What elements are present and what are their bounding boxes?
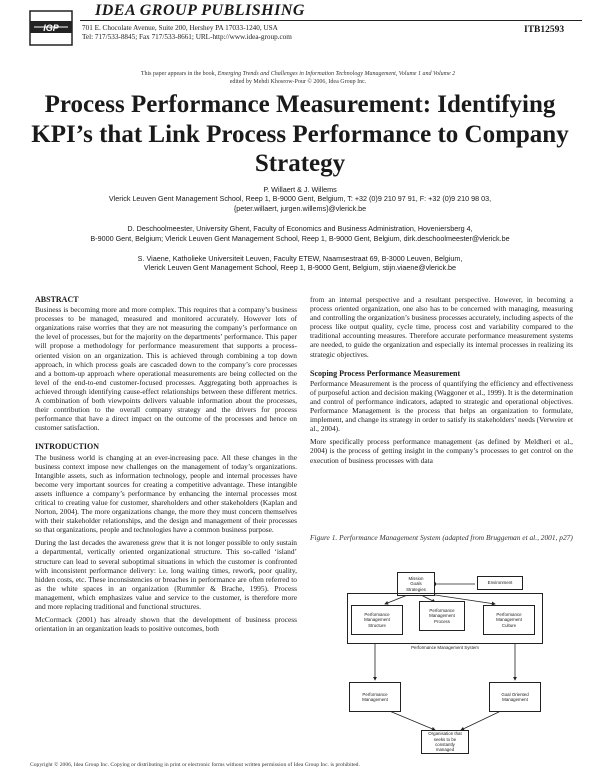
intro-paragraph-3: McCormack (2001) has already shown that the development of business process orientation in an organization leads to positive outcomes, both bbox=[35, 615, 297, 634]
publisher-address bbox=[82, 24, 292, 41]
paper-title: Process Performance Measurement: Identifying KPI’s that Link Process Performance to Company Strategy bbox=[31, 91, 569, 177]
box-label: Performance Management Process bbox=[429, 607, 455, 624]
notice-book-title: Emerging Trends and Challenges in Information Technology Management, Volume 1 and Volume 2 bbox=[217, 71, 456, 77]
scoping-paragraph-1: Performance Measurement is the process of quantifying the efficiency and effectiveness of purposeful action and decision making (Waggoner et al., 1999). It is the determination and control of performance indicators, adapted to strategic and operational objectives. Performance Management is the process that helps an organization to formulate, implement, and change its strategy in order to satisfy its stakeholders’ needs (Verweire et al., 2004). bbox=[310, 378, 573, 434]
figure-caption: Figure 1. Performance Management System (adapted from Bruggeman et al., 2001, p27) bbox=[310, 533, 573, 542]
box-pm-culture bbox=[483, 605, 535, 635]
system-label: Performance Management System bbox=[411, 645, 479, 650]
abstract-text: Business is becoming more and more complex. This requires that a company’s business processes to be managed, measured and monitored accurately. However lots of organizations raise worries that they are not measuring the company’s performance on the level of processes, but for the majority on the departments’ performance. This paper will propose a methodology for performance measurement that supports a process-oriented vision on an organization. This is achieved through combining a top down approach, in which process goals are cascaded down to the company’s core processes and a bottom-up approach where operational measurements are being collected on the level of the end-to-end customer-focused processes. Aggregating both approaches is achieved through identifying cause-effect relationships between these different metrics. A combination of both viewpoints delivers valuable information about the processes, their contribution to the overall company strategy and the drivers for process performance that have a direct impact on the outcome of the processes and hence on customer satisfaction. bbox=[35, 305, 297, 433]
address-line-1: 701 E. Chocolate Avenue, Suite 200, Hershey PA 17033-1240, USA bbox=[82, 24, 278, 32]
author-group-1 bbox=[40, 185, 560, 213]
publication-notice bbox=[48, 71, 548, 86]
performance-management-diagram bbox=[345, 572, 545, 754]
copyright-footer: Copyright © 2006, Idea Group Inc. Copying or distributing in print or electronic forms without written permission of Idea Group Inc. is prohibited. bbox=[30, 762, 360, 768]
document-id: ITB12593 bbox=[524, 25, 565, 35]
scoping-paragraph-2: More specifically process performance management (as defined by Meldheri et al., 2004) is the process of getting insight in the company’s processes to get control on the execution of business processes with data bbox=[310, 437, 573, 465]
right-column bbox=[310, 295, 573, 465]
box-label: Organisation that seeks to be constantly managed bbox=[428, 731, 462, 753]
box-goal-oriented-management bbox=[489, 682, 541, 712]
scoping-heading: Scoping Process Performance Measurement bbox=[310, 368, 461, 378]
introduction-heading: INTRODUCTION bbox=[35, 442, 100, 452]
author-names: P. Willaert & J. Willems bbox=[263, 185, 337, 194]
arrow-perf-to-org bbox=[387, 710, 435, 730]
author-affiliation-cont: B-9000 Gent, Belgium; Vlerick Leuven Gent Management School, Reep 1, B-9000 Gent, Belgium, dirk.deschoolmeester@vlerick.be bbox=[90, 233, 510, 243]
author-block bbox=[40, 185, 560, 284]
intro-paragraph-1: The business world is changing at an ever-increasing pace. All these changes in the business context impose new challenges on the management of today’s organizations. Intangible assets, such as information technology, people and internal processes have become very important sources for creating a competitive advantage. These intangible assets influence a company’s performance by enhancing the internal processes most critical to creating value for customer, shareholders and other stakeholders (Kaplan and Norton, 2004). The more organizations change, the more they must concern themselves with their stakeholder relationships, and the design and management of their processes so that organizations, people and technologies have a common business purpose. bbox=[35, 452, 297, 535]
box-pm-structure bbox=[351, 605, 403, 635]
publisher-name: IDEA GROUP PUBLISHING bbox=[95, 2, 305, 19]
box-environment bbox=[477, 576, 523, 590]
author-email: {peter.willaert, jurgen.willems}@vlerick.be bbox=[233, 203, 367, 213]
intro-paragraph-2: During the last decades the awareness grew that it is not longer possible to only sustain a departmental, vertically oriented organizational structure. This so-called ‘island’ structure can lead to several suboptimal situations in which the customer is confronted with inconsistent performance delivery: i.e. long waiting times, rework, poor quality, hidden costs, etc. These inconsistencies or breaches in performance are often referred to as the white spaces in an organization (Rummler & Brache, 1995). Process management, which emphasizes value and service to the customer, is therefore more and more replacing traditional and functional structures. bbox=[35, 538, 297, 611]
box-label: Goal Oriented Management bbox=[501, 691, 529, 702]
box-label: Environment bbox=[487, 580, 513, 586]
author-affiliation-cont: Vlerick Leuven Gent Management School, Reep 1, B-9000 Gent, Belgium, stijn.viaene@vlerick.be bbox=[143, 263, 457, 273]
address-line-2: Tel: 717/533-8845; Fax 717/533-8661; URL-http://www.idea-group.com bbox=[82, 32, 292, 41]
author-affiliation: D. Deschoolmeester, University Ghent, Faculty of Economics and Business Administration, Hoveniersberg 4, bbox=[127, 224, 473, 234]
svg-text:IGP: IGP bbox=[43, 23, 59, 33]
box-label: Mission Goals Strategies bbox=[406, 575, 426, 592]
box-label: Performance Management Culture bbox=[496, 611, 522, 628]
abstract-heading: ABSTRACT bbox=[35, 295, 79, 304]
box-organisation-outcome bbox=[421, 730, 469, 754]
author-affiliation: Vlerick Leuven Gent Management School, Reep 1, B-9000 Gent, Belgium, T: +32 (0)9 210 97 91, F: +32 (0)9 210 98 03, bbox=[108, 194, 492, 204]
box-pm-process bbox=[419, 601, 465, 631]
right-paragraph-1: from an internal perspective and a resultant perspective. However, in becoming a process oriented organization, one also has to be concerned with managing, measuring and controlling the organization’s business processes accurately, including aspects of the process like output quality, cycle time, process cost and variability compared to the traditional accounting measures. Therefore accurate performance measurement systems are needed, to guide the organization and especially its internal processes in realizing its strategic objectives. bbox=[310, 295, 573, 359]
left-column bbox=[35, 295, 297, 633]
author-group-2 bbox=[40, 224, 560, 243]
notice-editor: edited by Mehdi Khosrow-Pour © 2006, Idea Group Inc. bbox=[229, 78, 367, 85]
box-performance-management bbox=[349, 682, 401, 712]
box-label: Performance Management Structure bbox=[364, 611, 390, 628]
header-divider bbox=[80, 20, 582, 21]
author-affiliation: S. Viaene, Katholieke Universiteit Leuven, Faculty ETEW, Naamsestraat 69, B-3000 Leuven, Belgium, bbox=[137, 254, 463, 264]
notice-prefix: This paper appears in the book, bbox=[140, 71, 218, 77]
arrow-goal-to-org bbox=[461, 710, 503, 730]
author-group-3 bbox=[40, 254, 560, 273]
publisher-logo bbox=[28, 5, 74, 49]
box-label: Performance Management bbox=[362, 691, 388, 702]
